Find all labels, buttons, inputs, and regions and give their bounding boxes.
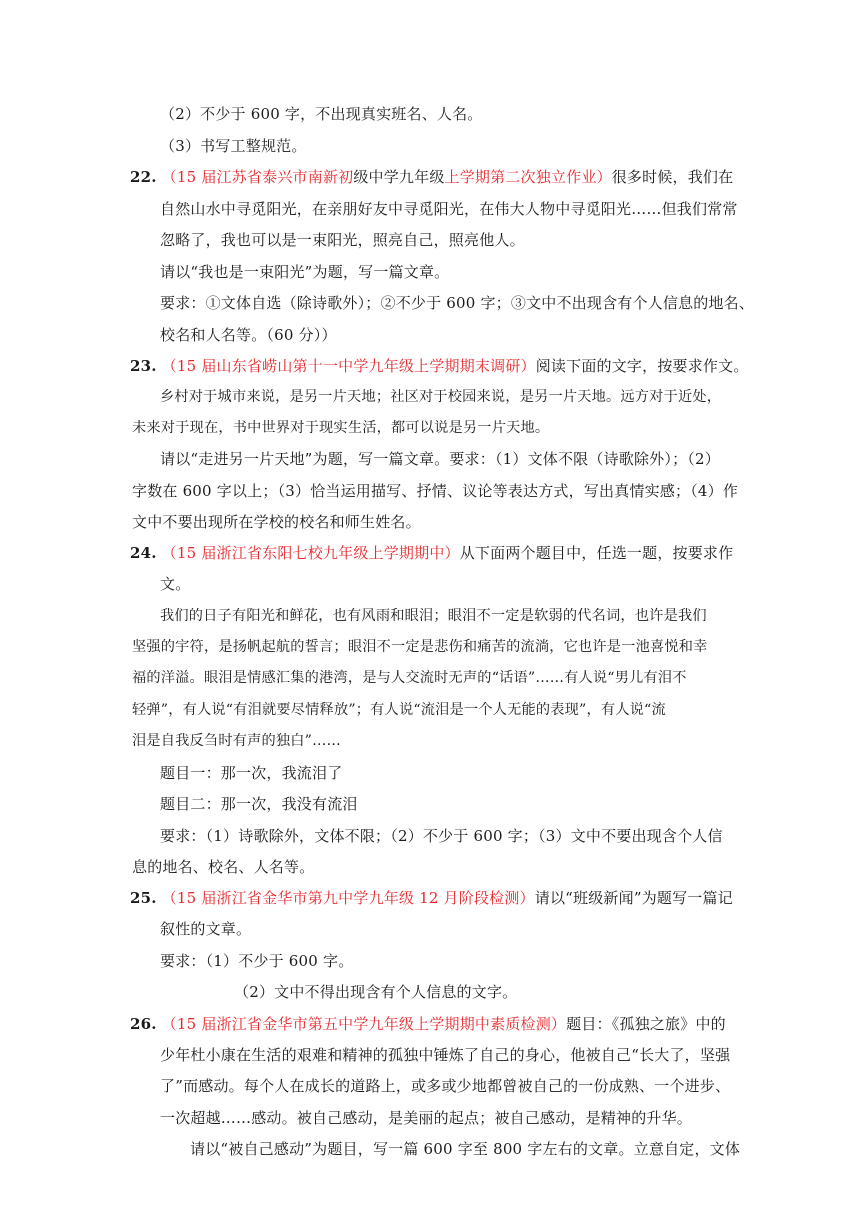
prompt-text: 忽略了，我也可以是一束阳光，照亮自己，照亮他人。 — [160, 231, 525, 249]
excerpt-text: 坚强的宇符，是扬帆起航的誓言；眼泪不一定是悲伤和痛苦的流淌，它也许是一池喜悦和幸 — [132, 639, 708, 655]
source-label: 上学期第二次独立作业） — [444, 168, 612, 186]
prompt-text: 自然山水中寻觅阳光，在亲朋好友中寻觅阳光，在伟大人物中寻觅阳光……但我们常常 — [160, 200, 738, 218]
requirement-line: 要求：（1）诗歌除外，文体不限；（2）不少于 600 字；（3）文中不要出现含个人信 — [160, 827, 723, 845]
excerpt-text: 泪是自我反刍时有声的独白”…… — [132, 733, 341, 749]
essay-title-line: 请以“我也是一束阳光”为题，写一篇文章。 — [160, 263, 450, 281]
question-number: 22. — [130, 168, 157, 186]
source-label: （15 届江苏省泰兴市南新初 — [161, 168, 354, 186]
prompt-text: 请以“班级新闻”为题写一篇记 — [534, 889, 733, 907]
requirement-line: 要求：（1）不少于 600 字。 — [160, 952, 354, 970]
prompt-text: 叙性的文章。 — [160, 920, 252, 938]
question-number: 26. — [130, 1015, 157, 1033]
prompt-text: 一次超越……感动。被自己感动，是美丽的起点；被自己感动，是精神的升华。 — [160, 1109, 693, 1127]
topic-option-2: 题目二：那一次，我没有流泪 — [160, 795, 358, 813]
question-24-line — [130, 543, 733, 563]
source-label: （15 届山东省崂山第十一中学九年级上学期期末调研） — [161, 357, 536, 375]
prompt-text: 很多时候，我们在 — [611, 168, 734, 186]
prompt-text: 文。 — [160, 575, 191, 593]
question-number: 24. — [130, 544, 157, 562]
requirement-line: 文中不要出现所在学校的校名和师生姓名。 — [132, 513, 421, 531]
excerpt-text: 我们的日子有阳光和鲜花，也有风雨和眼泪；眼泪不一定是软弱的代名词，也许是我们 — [160, 608, 707, 624]
requirement-line: 请以“走进另一片天地”为题，写一篇文章。要求：（1）文体不限（诗歌除外）；（2） — [160, 450, 720, 468]
requirement-line: （2）文中不得出现含有个人信息的文字。 — [234, 983, 518, 1001]
question-number: 25. — [130, 889, 157, 907]
prompt-text: 从下面两个题目中，任选一题，按要求作 — [459, 544, 734, 562]
prompt-text: 了”而感动。每个人在成长的道路上，或多或少地都曾被自己的一份成熟、一个进步、 — [160, 1077, 731, 1095]
source-label: （15 届浙江省金华市第九中学九年级 12 月阶段检测） — [161, 889, 535, 907]
requirement-line: （2）不少于 600 字，不出现真实班名、人名。 — [160, 105, 483, 123]
source-label: （15 届浙江省东阳七校九年级上学期期中） — [161, 544, 460, 562]
excerpt-text: 福的洋溢。眼泪是情感汇集的港湾，是与人交流时无声的“话语”……有人说“男儿有泪不 — [132, 670, 687, 686]
question-number: 23. — [130, 357, 157, 375]
topic-option-1: 题目一：那一次，我流泪了 — [160, 764, 343, 782]
requirement-line: 校名和人名等。（60 分）） — [160, 326, 337, 344]
source-label: 市第五中学九年级上学期期中素质检测） — [292, 1015, 567, 1033]
source-label: （15 届浙江省金华 — [161, 1015, 293, 1033]
question-23-line — [130, 356, 749, 376]
requirement-line: （3）书写工整规范。 — [160, 137, 307, 155]
prompt-text: 题目：《孤独之旅》中的 — [566, 1015, 726, 1033]
question-22-line — [130, 167, 733, 187]
question-25-line — [130, 888, 733, 908]
prompt-text: 少年杜小康在生活的艰难和精神的孤独中锤炼了自己的身心，他被自己“长大了，坚强 — [160, 1046, 731, 1064]
excerpt-text: 轻弹”，有人说“有泪就要尽情释放”；有人说“流泪是一个人无能的表现”，有人说“流 — [132, 702, 666, 718]
prompt-text: 阅读下面的文字，按要求作文。 — [535, 357, 749, 375]
requirement-line: 要求：①文体自选（除诗歌外）；②不少于 600 字；③文中不出现含有个人信息的地名、 — [160, 294, 755, 312]
excerpt-text: 未来对于现在，书中世界对于现实生活，都可以说是另一片天地。 — [132, 420, 550, 436]
excerpt-text: 乡村对于城市来说，是另一片天地；社区对于校园来说，是另一片天地。远方对于近处， — [160, 389, 722, 405]
source-label-plain: 级中学九年级 — [353, 168, 445, 186]
requirement-line: 息的地名、校名、人名等。 — [132, 858, 315, 876]
requirement-line: 字数在 600 字以上；（3）恰当运用描写、抒情、议论等表达方式，写出真情实感；（4）作 — [132, 482, 739, 500]
requirement-line: 请以“被自己感动”为题目，写一篇 600 字至 800 字左右的文章。立意自定，文体 — [190, 1140, 741, 1158]
question-26-line — [130, 1014, 726, 1034]
